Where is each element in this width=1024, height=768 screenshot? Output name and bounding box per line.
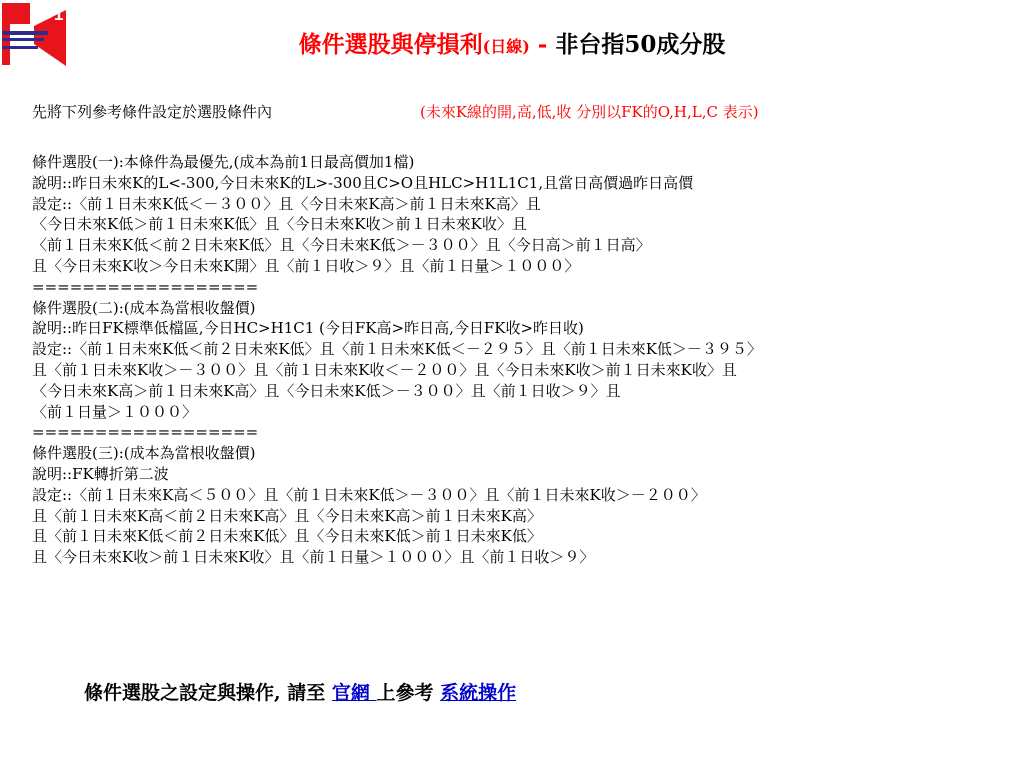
content-line: 說明::FK轉折第二波 (32, 464, 169, 483)
content-line: 設定::〈前１日未來K高＜５００〉且〈前１日未來K低＞－３００〉且〈前１日未來K收＞－２００〉 (32, 485, 706, 504)
footer-please: 請至 (280, 682, 332, 704)
logo-text: +1 (44, 5, 64, 24)
title-sub: (日線) (482, 37, 530, 56)
content-line: 設定::〈前１日未來K低＜－３００〉且〈今日未來K高＞前１日未來K高〉且 (32, 194, 541, 213)
content-line: 且〈今日未來K收＞今日未來K開〉且〈前１日收＞９〉且〈前１日量＞１０００〉 (32, 256, 580, 275)
content-line: 條件選股(一):本條件為最優先,(成本為前1日最高價加1檔) (32, 153, 415, 171)
content-line: 且〈前１日未來K收＞－３００〉且〈前１日未來K收＜－２００〉且〈今日未來K收＞前１日未來K收〉且 (32, 360, 737, 379)
conditions-content (32, 152, 1017, 568)
title-rest: 非台指50成分股 (555, 31, 726, 58)
content-line: 〈前１日未來K低＜前２日未來K低〉且〈今日未來K低＞－３００〉且〈今日高＞前１日高〉 (32, 236, 651, 255)
content-line: 〈今日未來K低＞前１日未來K低〉且〈今日未來K收＞前１日未來K收〉且 (32, 215, 527, 234)
divider: ================== (32, 423, 259, 442)
title-main: 條件選股與停損利 (298, 31, 483, 58)
footer-text (84, 678, 516, 705)
content-line: 設定::〈前１日未來K低＜前２日未來K低〉且〈前１日未來K低＜－２９５〉且〈前１日未來K低＞－３９５〉 (32, 340, 762, 359)
title-dash: - (529, 31, 556, 58)
content-line: 且〈今日未來K收＞前１日未來K收〉且〈前１日量＞１０００〉且〈前１日收＞９〉 (32, 548, 595, 567)
footer-prefix: 條件選股之設定與操作, (84, 682, 281, 704)
system-operation-link[interactable]: 系統操作 (440, 682, 517, 704)
content-line: 〈前１日量＞１０００〉 (32, 402, 198, 421)
content-line: 〈今日未來K高＞前１日未來K高〉且〈今日未來K低＞－３００〉且〈前１日收＞９〉且 (32, 381, 621, 400)
content-line: 說明::昨日未來K的L<-300,今日未來K的L>-300且C>O且HLC>H1L1C1,且當日高價過昨日高價 (32, 173, 694, 192)
intro-text: 先將下列參考條件設定於選股條件內 (32, 103, 273, 121)
content-line: 說明::昨日FK標準低檔區,今日HC>H1C1 (今日FK高>昨日高,今日FK收>昨日收) (32, 319, 584, 338)
divider: ================== (32, 277, 259, 296)
footer-mid: 上參考 (376, 682, 441, 704)
official-site-link[interactable]: 官網 (331, 682, 377, 704)
page-title (0, 26, 1024, 59)
intro-note: (未來K線的開,高,低,收 分別以FK的O,H,L,C 表示) (420, 103, 759, 121)
content-line: 條件選股(三):(成本為當根收盤價) (32, 444, 256, 463)
content-line: 條件選股(二):(成本為當根收盤價) (32, 298, 256, 317)
content-line: 且〈前１日未來K高＜前２日未來K高〉且〈今日未來K高＞前１日未來K高〉 (32, 506, 542, 525)
content-line: 且〈前１日未來K低＜前２日未來K低〉且〈今日未來K低＞前１日未來K低〉 (32, 527, 542, 546)
